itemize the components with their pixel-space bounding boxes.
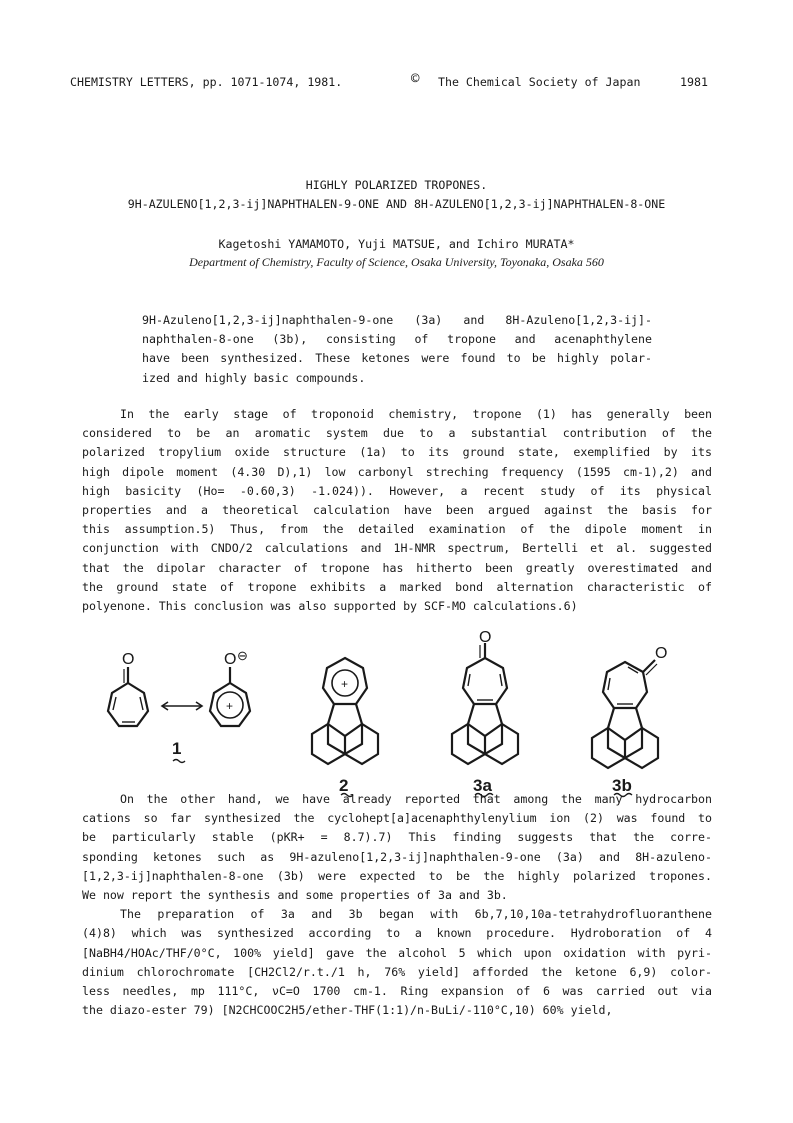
compound-label-2: 2 (339, 776, 349, 795)
text-line: (4)8) which was synthesized according to a known procedure. Hydroboration of 4 (82, 926, 712, 941)
text-line: [1,2,3-ij]naphthalen-8-one (3b) were expected to be the highly polarized tropones. (82, 868, 712, 883)
text-line: high basicity (Ho= -0.60,3) -1.024)). However, a recent study of its physical (82, 483, 712, 498)
authors: Kagetoshi YAMAMOTO, Yuji MATSUE, and Ichiro MURATA* (218, 237, 575, 251)
text-line: The preparation of 3a and 3b began with 6b,7,10,10a-tetrahydrofluoranthene (120, 907, 712, 922)
text-line: considered to be an aromatic system due to a substantial contribution of the (82, 426, 712, 441)
compound-label-1: 1 (172, 739, 182, 758)
copyright-symbol: © (411, 71, 420, 87)
intro-paragraph (82, 405, 712, 616)
text-line: [NaBH4/HOAc/THF/0°C, 100% yield] gave the alcohol 5 which upon oxidation with pyri- (82, 945, 712, 960)
oxygen-label: O (479, 629, 492, 646)
body-paragraph (82, 790, 712, 1020)
resonance-arrow (162, 702, 202, 710)
text-line: polyenone. This conclusion was also supported by SCF-MO calculations.6) (82, 599, 578, 614)
paper-subtitle: 9H-AZULENO[1,2,3-ij]NAPHTHALEN-9-ONE AND 8H-AZULENO[1,2,3-ij]NAPHTHALEN-8-ONE (127, 197, 666, 211)
header-year: 1981 (680, 75, 708, 89)
text-line: sponding ketones such as 9H-azuleno[1,2,3-ij]naphthalen-9-one (3a) and 8H-azuleno- (82, 849, 712, 864)
plus-charge: + (226, 699, 234, 713)
abstract (142, 311, 652, 388)
paper-title: HIGHLY POLARIZED TROPONES. (305, 178, 488, 192)
text-line: the ground state of tropone exhibits a marked bond alternation characteristic of (82, 579, 712, 594)
text-line: properties and a theoretical calculation have been argued against the basis for (82, 503, 712, 518)
text-line: We now report the synthesis and some properties of 3a and 3b. (82, 888, 508, 903)
text-line: dinium chlorochromate [CH2Cl2/r.t./1 h, 76% yield] afforded the ketone 6,9) color- (82, 964, 712, 979)
text-line: On the other hand, we have already reported that among the many hydrocarbon (120, 792, 712, 806)
tropone-structure (108, 667, 148, 726)
publisher: The Chemical Society of Japan (438, 75, 641, 89)
text-line: cations so far synthesized the cyclohept[a]acenaphthylenylium ion (2) was found to (82, 811, 712, 826)
affiliation: Department of Chemistry, Faculty of Science, Osaka University, Toyonaka, Osaka 560 (189, 255, 604, 269)
text-line: conjunction with CNDO/2 calculations and 1H-NMR spectrum, Bertelli et al. suggested (82, 541, 712, 556)
minus-charge: ⊖ (237, 648, 248, 663)
text-line: less needles, mp 111°C, νC=O 1700 cm-1. Ring expansion of 6 was carried out via (82, 984, 712, 999)
text-line: be particularly stable (pKR+ = 8.7).7) This finding suggests that the corre- (82, 830, 712, 845)
text-line: polarized tropylium oxide structure (1a) to its ground state, exemplified by its (82, 445, 712, 460)
oxygen-label: O (224, 651, 237, 668)
plus-charge: + (341, 677, 349, 691)
cation-2-structure (312, 658, 378, 764)
oxygen-label: O (122, 651, 135, 668)
text-line: high dipole moment (4.30 D),1) low carbonyl streching frequency (1595 cm-1),2) and (82, 464, 712, 479)
oxygen-label: O (655, 645, 668, 662)
abstract-line: naphthalen-8-one (3b), consisting of tropone and acenaphthylene (142, 332, 652, 347)
tropylium-oxide-structure (210, 667, 250, 726)
structures-figure (80, 629, 720, 795)
abstract-line: 9H-Azuleno[1,2,3-ij]naphthalen-9-one (3a) and 8H-Azuleno[1,2,3-ij]- (142, 313, 652, 327)
text-line: In the early stage of troponoid chemistry, tropone (1) has generally been (120, 407, 712, 421)
compound-label-3a: 3a (473, 776, 492, 795)
ketone-3a-structure (452, 643, 518, 764)
text-line: this assumption.5) Thus, from the detailed examination of the dipole moment in (82, 522, 712, 537)
abstract-line: have been synthesized. These ketones were found to be highly polar- (142, 351, 652, 366)
compound-label-3b: 3b (612, 776, 632, 795)
ketone-3b-structure (592, 660, 658, 768)
text-line: that the dipolar character of tropone has hitherto been greatly overestimated and (82, 560, 712, 575)
text-line: the diazo-ester 79) [N2CHCOOC2H5/ether-THF(1:1)/n-BuLi/-110°C,10) 60% yield, (82, 1003, 613, 1018)
abstract-line: ized and highly basic compounds. (142, 370, 366, 385)
journal-citation: CHEMISTRY LETTERS, pp. 1071-1074, 1981. (70, 75, 343, 89)
